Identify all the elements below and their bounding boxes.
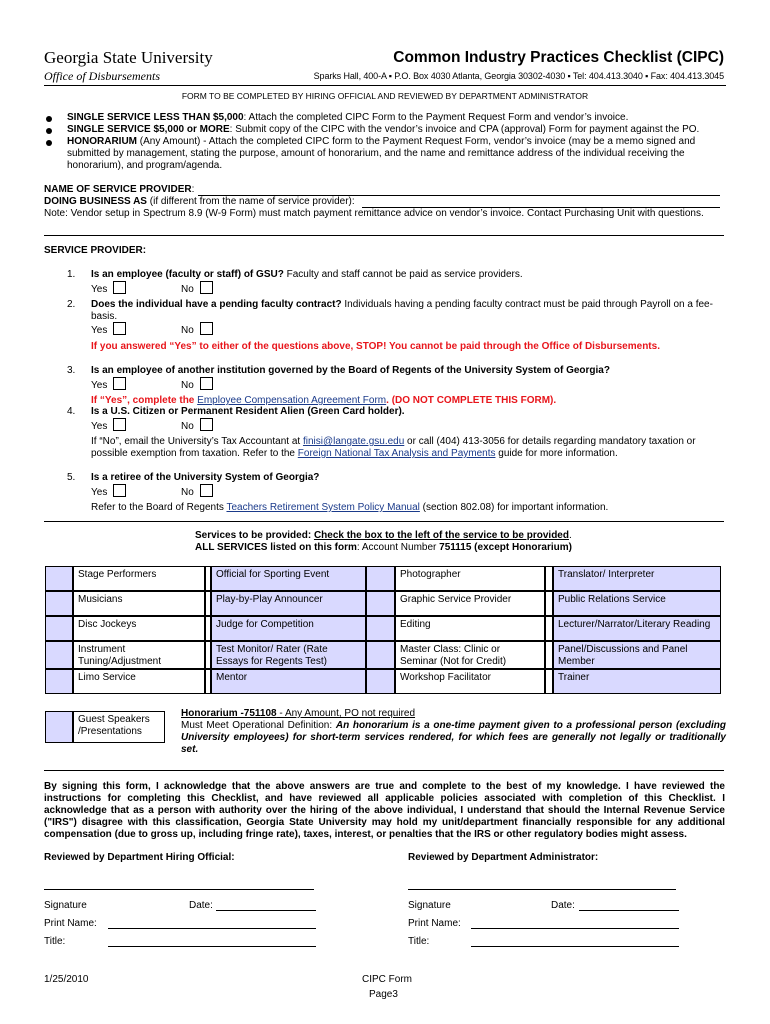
bullet-text: : Submit copy of the CIPC with the vendor’s invoice and CPA (approval) Form for payment against the PO. bbox=[229, 124, 700, 135]
service-checkbox[interactable] bbox=[45, 616, 73, 641]
service-checkbox[interactable] bbox=[545, 591, 553, 616]
hiring-print-name-field[interactable] bbox=[108, 928, 316, 929]
service-checkbox[interactable] bbox=[545, 566, 553, 591]
footer-page: Page3 bbox=[369, 989, 398, 1000]
service-label: Judge for Competition bbox=[211, 616, 366, 641]
q5-note: Refer to the Board of Regents Teachers Retirement System Policy Manual (section 802.08) for important information. bbox=[91, 502, 609, 513]
service-checkbox[interactable] bbox=[366, 669, 395, 694]
hiring-print-name-label: Print Name: bbox=[44, 918, 97, 929]
hiring-date-field[interactable] bbox=[216, 910, 316, 911]
hiring-title-label: Title: bbox=[44, 936, 66, 947]
q5-yes-checkbox[interactable] bbox=[113, 484, 126, 497]
q5-number: 5. bbox=[67, 472, 76, 483]
admin-date-label: Date: bbox=[551, 900, 575, 911]
q3-if-yes: If “Yes”, complete the Employee Compensation Agreement Form. (DO NOT COMPLETE THIS FORM). bbox=[91, 395, 557, 406]
section-rule bbox=[44, 521, 724, 522]
service-label: Editing bbox=[395, 616, 545, 641]
service-label: Trainer bbox=[553, 669, 721, 694]
services-account: ALL SERVICES listed on this form: Account Number 751115 (except Honorarium) bbox=[195, 542, 572, 553]
bullet-honorarium bbox=[67, 136, 727, 172]
service-label: Test Monitor/ Rater (Rate Essays for Regents Test) bbox=[211, 641, 366, 669]
q2-question: Does the individual have a pending faculty contract? Individuals having a pending faculty contract must be paid through Payroll on a fee- basis. bbox=[91, 299, 713, 322]
service-label: Disc Jockeys bbox=[73, 616, 205, 641]
header-rule bbox=[44, 85, 726, 86]
admin-date-field[interactable] bbox=[579, 910, 679, 911]
service-label: Play-by-Play Announcer bbox=[211, 591, 366, 616]
q1-yes-checkbox[interactable] bbox=[113, 281, 126, 294]
service-label: Panel/Discussions and Panel Member bbox=[553, 641, 721, 669]
q1-no-checkbox[interactable] bbox=[200, 281, 213, 294]
vendor-note: Note: Vendor setup in Spectrum 8.9 (W-9 Form) must match payment remittance advice on vendor’s invoice. Contact Purchasing Unit with questions. bbox=[44, 208, 704, 219]
bullet-label: HONORARIUM bbox=[67, 136, 137, 147]
q3-number: 3. bbox=[67, 365, 76, 376]
service-label: Photographer bbox=[395, 566, 545, 591]
bullet-text: : Attach the completed CIPC Form to the Payment Request Form and vendor’s invoice. bbox=[243, 112, 629, 123]
footer-form-name: CIPC Form bbox=[362, 974, 412, 985]
university-name: Georgia State University bbox=[44, 48, 213, 67]
service-checkbox[interactable] bbox=[545, 616, 553, 641]
admin-title-field[interactable] bbox=[471, 946, 679, 947]
provider-name-label: NAME OF SERVICE PROVIDER: bbox=[44, 184, 195, 195]
service-checkbox[interactable] bbox=[366, 616, 395, 641]
hiring-signature-line[interactable] bbox=[44, 889, 314, 890]
q3-yes-checkbox[interactable] bbox=[113, 377, 126, 390]
service-label: Master Class: Clinic or Seminar (Not for Credit) bbox=[395, 641, 545, 669]
form-instruction: FORM TO BE COMPLETED BY HIRING OFFICIAL AND REVIEWED BY DEPARTMENT ADMINISTRATOR bbox=[181, 91, 589, 101]
section-rule bbox=[44, 235, 724, 236]
q3-question: Is an employee of another institution governed by the Board of Regents of the University System of Georgia? bbox=[91, 365, 610, 376]
hiring-official-heading: Reviewed by Department Hiring Official: bbox=[44, 852, 235, 863]
q4-yes-checkbox[interactable] bbox=[113, 418, 126, 431]
service-label: Instrument Tuning/Adjustment bbox=[73, 641, 205, 669]
service-label: Mentor bbox=[211, 669, 366, 694]
bullet-text: submitted by management, stating the purpose, amount of honorarium, and the name and remittance address of the individual receiving the bbox=[67, 148, 685, 159]
service-checkbox[interactable] bbox=[545, 641, 553, 669]
employee-compensation-link[interactable]: Employee Compensation Agreement Form bbox=[197, 395, 387, 406]
q4-no-checkbox[interactable] bbox=[200, 418, 213, 431]
q4-number: 4. bbox=[67, 406, 76, 417]
acknowledgement-text: By signing this form, I acknowledge that the above answers are true and complete to the best of my knowledge. I have reviewed the instructions for completing this Checklist, and have reviewed all applicable policies associated with completion of this Checklist. I acknowledge that as a person with authority over the hiring of the above individual, I understand that should the Internal Revenue Service ("IRS") disagree with this classification, Georgia State University may hold my unit/department financially responsible for any additional compensation (due to gross up, including fringe rate), taxes, interest, or penalties that the IRS or other regulatory bodies might assess. bbox=[44, 781, 725, 840]
q2-no-checkbox[interactable] bbox=[200, 322, 213, 335]
q2-yes-checkbox[interactable] bbox=[113, 322, 126, 335]
bullet-dot bbox=[46, 140, 52, 146]
footer-date: 1/25/2010 bbox=[44, 974, 89, 985]
dba-label: DOING BUSINESS AS (if different from the name of service provider): bbox=[44, 196, 355, 207]
q2-number: 2. bbox=[67, 299, 76, 310]
hiring-title-field[interactable] bbox=[108, 946, 316, 947]
section-rule bbox=[44, 770, 724, 771]
service-checkbox[interactable] bbox=[366, 641, 395, 669]
honorarium-description: Honorarium -751108 - Any Amount, PO not required Must Meet Operational Definition: An honorarium is a one-time payment given to a professional person (excluding University employees) for short-term services rendered, for which fees are generally not legally or traditionally set. bbox=[181, 708, 726, 755]
service-label: Public Relations Service bbox=[553, 591, 721, 616]
office-address: Sparks Hall, 400-A ▪ P.O. Box 4030 Atlanta, Georgia 30302-4030 ▪ Tel: 404.413.3040 ▪ Fax: 404.413.3045 bbox=[313, 71, 724, 81]
service-checkbox[interactable] bbox=[366, 566, 395, 591]
q4-question: Is a U.S. Citizen or Permanent Resident Alien (Green Card holder). bbox=[91, 406, 405, 417]
q1-answers: Yes bbox=[91, 281, 126, 295]
bullet-under-5000 bbox=[67, 112, 628, 123]
service-label: Workshop Facilitator bbox=[395, 669, 545, 694]
bullet-over-5000 bbox=[67, 124, 699, 135]
stop-warning: If you answered “Yes” to either of the questions above, STOP! You cannot be paid through the Office of Disbursements. bbox=[91, 341, 660, 352]
bullet-text: honorarium), and program/agenda. bbox=[67, 160, 223, 171]
q3-no-checkbox[interactable] bbox=[200, 377, 213, 390]
service-checkbox[interactable] bbox=[45, 641, 73, 669]
service-label: Official for Sporting Event bbox=[211, 566, 366, 591]
service-provider-heading: SERVICE PROVIDER: bbox=[44, 245, 147, 256]
guest-speakers-cell: Guest Speakers /Presentations bbox=[73, 711, 165, 743]
service-label: Translator/ Interpreter bbox=[553, 566, 721, 591]
trs-policy-manual-link[interactable]: Teachers Retirement System Policy Manual bbox=[226, 502, 420, 513]
service-checkbox[interactable] bbox=[545, 669, 553, 694]
service-label: Lecturer/Narrator/Literary Reading bbox=[553, 616, 721, 641]
bullet-label: SINGLE SERVICE LESS THAN $5,000 bbox=[67, 112, 244, 123]
q1-question: Is an employee (faculty or staff) of GSU? Faculty and staff cannot be paid as service providers. bbox=[91, 269, 523, 280]
service-label: Limo Service bbox=[73, 669, 205, 694]
form-title: Common Industry Practices Checklist (CIPC) bbox=[393, 49, 724, 66]
service-checkbox[interactable] bbox=[45, 566, 73, 591]
honorarium-checkbox[interactable] bbox=[45, 711, 73, 743]
bullet-text: (Any Amount) - Attach the completed CIPC form to the Payment Request Form, vendor’s invoice (may be a memo signed and bbox=[137, 136, 696, 147]
foreign-national-tax-link[interactable]: Foreign National Tax Analysis and Payments bbox=[297, 448, 496, 459]
admin-signature-line[interactable] bbox=[408, 889, 676, 890]
admin-print-name-field[interactable] bbox=[471, 928, 679, 929]
q5-no-checkbox[interactable] bbox=[200, 484, 213, 497]
service-checkbox[interactable] bbox=[45, 591, 73, 616]
hiring-date-label: Date: bbox=[189, 900, 213, 911]
bullet-dot bbox=[46, 128, 52, 134]
bullet-label: SINGLE SERVICE $5,000 or MORE bbox=[67, 124, 230, 135]
service-checkbox[interactable] bbox=[45, 669, 73, 694]
office-name: Office of Disbursements bbox=[44, 69, 160, 83]
q1-number: 1. bbox=[67, 269, 76, 280]
service-label: Graphic Service Provider bbox=[395, 591, 545, 616]
service-checkbox[interactable] bbox=[366, 591, 395, 616]
bullet-dot bbox=[46, 116, 52, 122]
service-label: Stage Performers bbox=[73, 566, 205, 591]
admin-signature-label: Signature bbox=[408, 900, 451, 911]
administrator-heading: Reviewed by Department Administrator: bbox=[408, 852, 599, 863]
admin-title-label: Title: bbox=[408, 936, 430, 947]
hiring-signature-label: Signature bbox=[44, 900, 87, 911]
services-intro: Services to be provided: Check the box to the left of the service to be provided. bbox=[195, 530, 572, 541]
service-label: Musicians bbox=[73, 591, 205, 616]
q4-note: If “No”, email the University’s Tax Accountant at finisi@langate.gsu.edu or call (404) 413-3056 for details regarding mandatory taxation or possible exemption from taxation. Refer to the Foreign National Tax Analysis and Payments guide for more information. bbox=[91, 436, 696, 459]
q5-question: Is a retiree of the University System of Georgia? bbox=[91, 472, 320, 483]
tax-accountant-email-link[interactable]: finisi@langate.gsu.edu bbox=[302, 436, 405, 447]
admin-print-name-label: Print Name: bbox=[408, 918, 461, 929]
